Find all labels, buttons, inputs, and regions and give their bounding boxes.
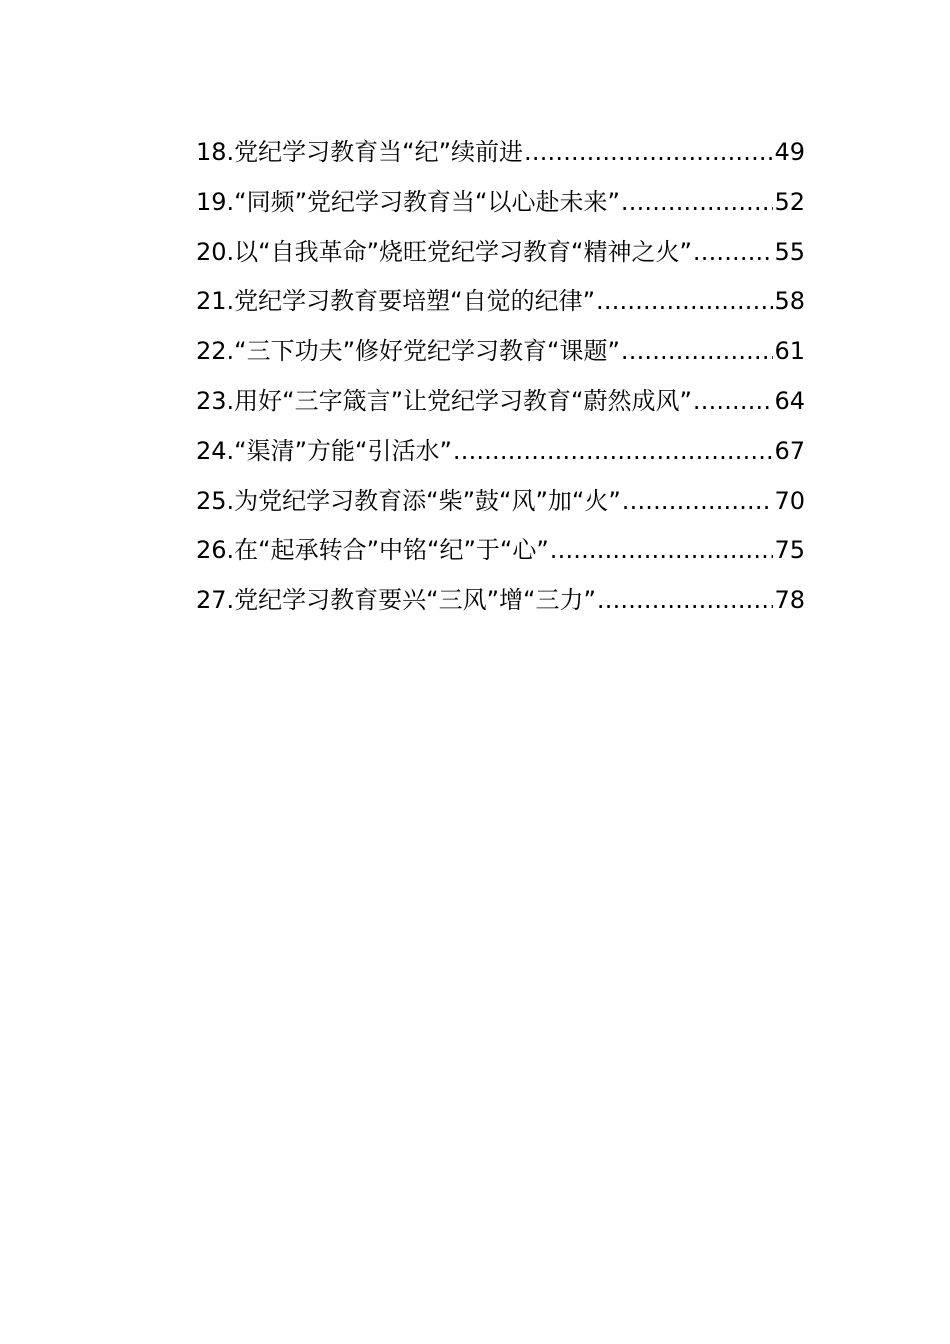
toc-entry-23[interactable] (196, 377, 805, 427)
toc-entry-20[interactable] (196, 228, 805, 278)
toc-entry-24[interactable] (196, 427, 805, 477)
toc-entry-18[interactable] (196, 128, 805, 178)
toc-dot-leader (622, 477, 774, 527)
toc-entry-title: 25.为党纪学习教育添“柴”鼓“风”加“火” (196, 486, 621, 515)
toc-entry-title: 21.党纪学习教育要培塑“自觉的纪律” (196, 287, 596, 316)
toc-entry-22[interactable] (196, 327, 805, 377)
toc-entry-25[interactable] (196, 477, 805, 527)
toc-entry-title: 24.“渠清”方能“引活水” (196, 436, 452, 465)
toc-entry-page: 75 (774, 536, 805, 565)
toc-entry-title: 19.“同频”党纪学习教育当“以心赴未来” (196, 187, 620, 216)
toc-entry-title: 22.“三下功夫”修好党纪学习教育“课题” (196, 337, 620, 366)
table-of-contents (196, 128, 805, 626)
toc-entry-title: 20.以“自我革命”烧旺党纪学习教育“精神之火” (196, 237, 692, 266)
toc-entry-21[interactable] (196, 277, 805, 327)
toc-entry-title: 23.用好“三字箴言”让党纪学习教育“蔚然成风” (196, 386, 692, 415)
toc-entry-page: 61 (774, 337, 805, 366)
toc-entry-page: 78 (774, 586, 805, 615)
toc-entry-27[interactable] (196, 576, 805, 626)
toc-entry-26[interactable] (196, 526, 805, 576)
toc-entry-title: 26.在“起承转合”中铭“纪”于“心” (196, 536, 549, 565)
toc-dot-leader (597, 576, 774, 626)
toc-dot-leader (621, 178, 774, 228)
toc-dot-leader (453, 427, 774, 477)
toc-dot-leader (693, 228, 774, 278)
toc-dot-leader (524, 128, 773, 178)
toc-entry-page: 55 (774, 237, 805, 266)
toc-dot-leader (621, 327, 774, 377)
toc-dot-leader (596, 277, 773, 327)
toc-dot-leader (550, 526, 774, 576)
toc-entry-page: 49 (774, 138, 805, 166)
toc-entry-title: 27.党纪学习教育要兴“三风”增“三力” (196, 586, 596, 615)
toc-entry-page: 58 (774, 287, 805, 316)
toc-dot-leader (693, 377, 774, 427)
toc-entry-page: 64 (774, 386, 805, 415)
toc-entry-19[interactable] (196, 178, 805, 228)
toc-entry-title: 18.党纪学习教育当“纪”续前进 (196, 138, 524, 166)
toc-entry-page: 52 (774, 187, 805, 216)
toc-entry-page: 67 (774, 436, 805, 465)
toc-entry-page: 70 (774, 486, 805, 515)
